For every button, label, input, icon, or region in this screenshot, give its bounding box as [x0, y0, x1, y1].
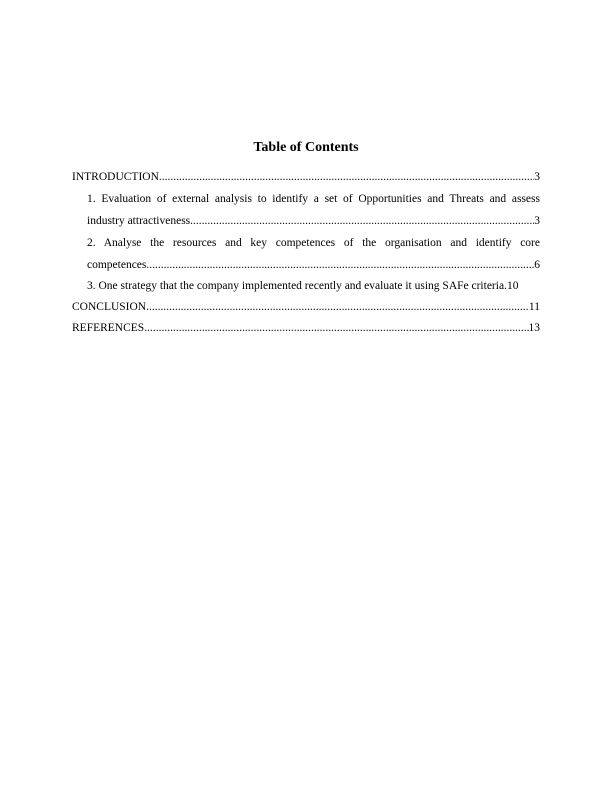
toc-entry-label-continued: competences	[87, 259, 147, 271]
toc-entry-conclusion[interactable]	[72, 297, 540, 318]
toc-leader-dots	[146, 297, 529, 318]
toc-page-number: 11	[528, 301, 540, 313]
toc-entry-label: INTRODUCTION	[72, 171, 159, 183]
toc-entry-label: 1. Evaluation of external analysis to identify a set of Opportunities and Threats and assess	[87, 193, 540, 205]
toc-leader-dots	[193, 210, 534, 232]
toc-entry-label: REFERENCES	[72, 322, 145, 334]
toc-leader-dots	[144, 318, 528, 339]
toc-entry-resources-competences[interactable]	[72, 232, 540, 276]
toc-entry-external-analysis[interactable]	[72, 188, 540, 232]
toc-entry-label: 2. Analyse the resources and key competences of the organisation and identify core	[87, 237, 540, 249]
table-of-contents	[72, 167, 540, 339]
toc-title: Table of Contents	[253, 140, 359, 155]
toc-page-number: 6	[534, 259, 540, 271]
toc-entry-strategy[interactable]	[72, 276, 540, 297]
toc-page-number: 10	[506, 280, 519, 292]
toc-leader-dots	[159, 167, 534, 188]
toc-page-number: 13	[528, 322, 540, 334]
toc-entry-introduction[interactable]	[72, 167, 540, 188]
toc-entry-label: 3. One strategy that the company implemented recently and evaluate it using SAFe criteria.	[87, 280, 507, 292]
toc-page-number: 3	[534, 171, 540, 183]
toc-entry-label-continued: industry attractiveness.	[87, 215, 194, 227]
toc-entry-label: CONCLUSION	[72, 301, 147, 313]
toc-leader-dots	[146, 254, 534, 276]
toc-page-number: 3	[534, 215, 540, 227]
toc-entry-references[interactable]	[72, 318, 540, 339]
